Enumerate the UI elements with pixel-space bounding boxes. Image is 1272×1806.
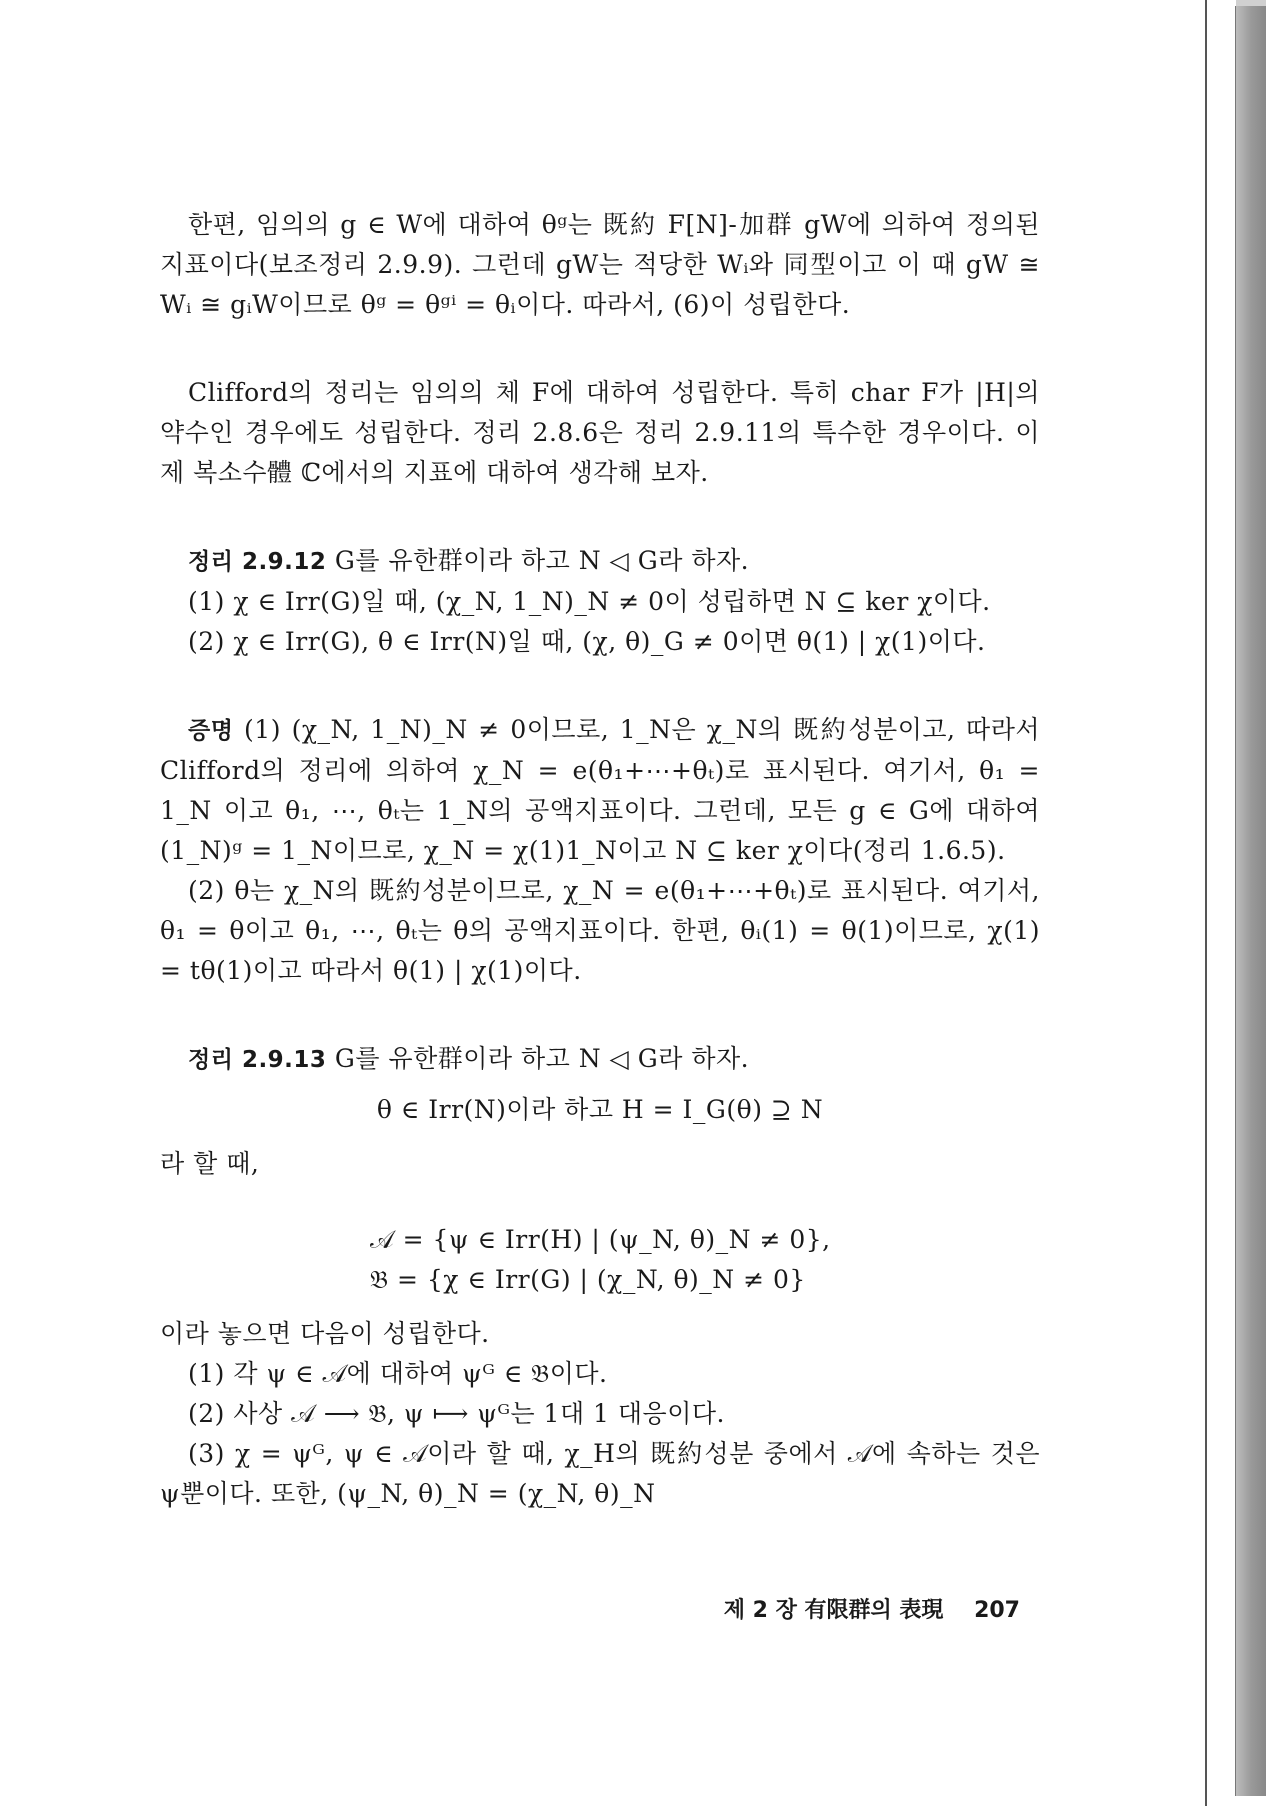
page-number: 207 <box>974 1598 1020 1623</box>
proof-part-1-text: (1) (χ_N, 1_N)_N ≠ 0이므로, 1_N은 χ_N의 既約성분이고, 따라서 Clifford의 정리에 의하여 χ_N = e(θ₁+⋯+θₜ)로 표시된다. 여기서, θ₁ = 1_N 이고 θ₁, ⋯, θₜ는 1_N의 공액지표이다. 그런데, 모든 g ∈ G에 대하여 (1_N)ᵍ = 1_N이므로, χ_N = χ(1)1_N이고 N ⊆ ker χ이다(정리 1.6.5). <box>160 715 1040 865</box>
theorem-2-9-12 <box>160 541 1040 582</box>
proof-part-1 <box>160 710 1040 871</box>
theorem-2-9-13-item-1: (1) 각 ψ ∈ 𝒜에 대하여 ψᴳ ∈ 𝔅이다. <box>188 1359 608 1388</box>
theorem-2-9-13-item-3: (3) χ = ψᴳ, ψ ∈ 𝒜이라 할 때, χ_H의 既約성분 중에서 𝒜에 속하는 것은 ψ뿐이다. 또한, (ψ_N, θ)_N = (χ_N, θ)_N <box>160 1439 1040 1508</box>
paragraph-1: 한편, 임의의 g ∈ W에 대하여 θᵍ는 既約 F[N]-加群 gW에 의하여 정의된 지표이다(보조정리 2.9.9). 그런데 gW는 적당한 Wᵢ와 同型이고 이 때 gW ≅ Wᵢ ≅ gᵢW이므로 θᵍ = θᵍⁱ = θᵢ이다. 따라서, (6)이 성립한다. <box>160 210 1040 319</box>
set-a-definition: 𝒜 = {ψ ∈ Irr(H) | (ψ_N, θ)_N ≠ 0}, <box>370 1225 831 1254</box>
paragraph-2: Clifford의 정리는 임의의 체 F에 대하여 성립한다. 특히 char F가 |H|의 약수인 경우에도 성립한다. 정리 2.8.6은 정리 2.9.11의 특수한 경우이다. 이제 복소수體 ℂ에서의 지표에 대하여 생각해 보자. <box>160 378 1040 487</box>
theorem-2-9-12-heading: 정리 2.9.12 <box>188 549 327 575</box>
proof-heading: 증명 <box>188 718 234 744</box>
theorem-2-9-13-statement: G를 유한群이라 하고 N ◁ G라 하자. <box>334 1044 750 1073</box>
page-footer <box>700 1593 1020 1624</box>
page-edge <box>1235 6 1266 1796</box>
theorem-2-9-13-then: 이라 놓으면 다음이 성립한다. <box>160 1319 490 1348</box>
theorem-2-9-13 <box>160 1039 1040 1080</box>
theorem-2-9-12-statement: G를 유한群이라 하고 N ◁ G라 하자. <box>334 546 750 575</box>
theorem-2-9-12-item-1: (1) χ ∈ Irr(G)일 때, (χ_N, 1_N)_N ≠ 0이 성립하면 N ⊆ ker χ이다. <box>188 587 991 616</box>
theorem-2-9-13-item-2: (2) 사상 𝒜 ⟶ 𝔅, ψ ⟼ ψᴳ는 1대 1 대응이다. <box>188 1399 725 1428</box>
chapter-title: 제 2 장 有限群의 表現 <box>723 1598 944 1623</box>
set-b-definition: 𝔅 = {χ ∈ Irr(G) | (χ_N, θ)_N ≠ 0} <box>370 1265 806 1294</box>
page-content <box>160 205 1040 1514</box>
proof-part-2: (2) θ는 χ_N의 既約성분이므로, χ_N = e(θ₁+⋯+θₜ)로 표시된다. 여기서, θ₁ = θ이고 θ₁, ⋯, θₜ는 θ의 공액지표이다. 한편, θᵢ(1) = θ(1)이므로, χ(1) = tθ(1)이고 따라서 θ(1) | χ(1)이다. <box>160 876 1040 985</box>
theorem-2-9-13-heading: 정리 2.9.13 <box>188 1047 327 1073</box>
theorem-2-9-12-item-2: (2) χ ∈ Irr(G), θ ∈ Irr(N)일 때, (χ, θ)_G ≠ 0이면 θ(1) | χ(1)이다. <box>188 627 986 656</box>
theorem-2-9-13-hypothesis: θ ∈ Irr(N)이라 하고 H = I_G(θ) ⊇ N <box>376 1095 824 1124</box>
theorem-2-9-13-when: 라 할 때, <box>160 1149 260 1178</box>
